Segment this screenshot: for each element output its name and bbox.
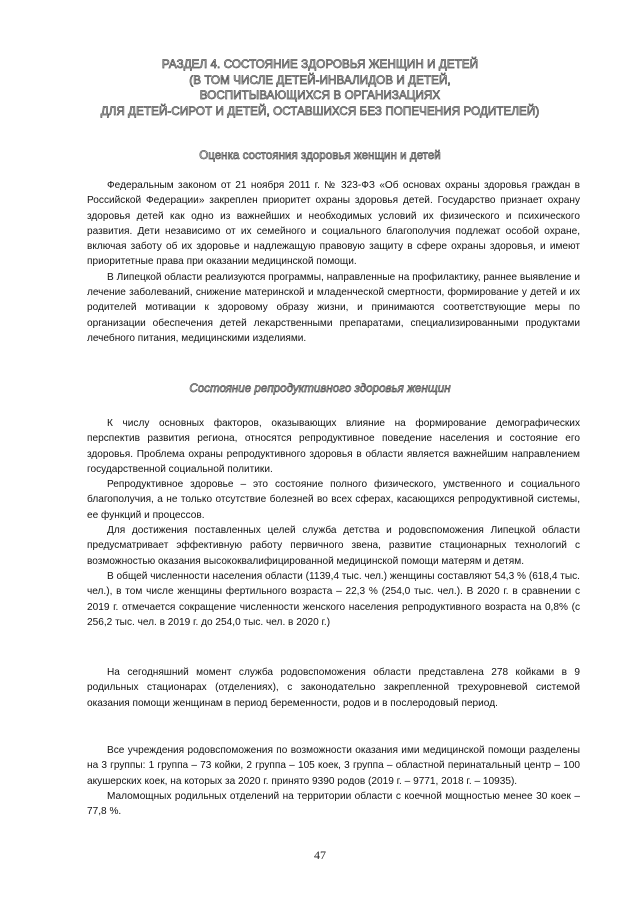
paragraph: Федеральным законом от 21 ноября 2011 г. № 323-ФЗ «Об основах охраны здоровья граждан в Российской Федерации» закреплен приоритет охраны здоровья детей. Государство признает охрану здоровья детей как одно из важнейших и необходимых условий их физического и психического развития. Дети независимо от их семейного и социального благополучия подлежат особой охране, включая заботу об их здоровье и надлежащую правовую защиту в сфере охраны здоровья, и имеют приоритетные права при оказании медицинской помощи.	[87, 180, 580, 268]
paragraph: На сегодняшний момент служба родовспоможения области представлена 278 койками в 9 родильных стационарах (отделениях), с законодательно закрепленной трехуровневой системой оказания помощи женщинам в период беременности, родов и в послеродовый период.	[87, 667, 580, 709]
text-block	[87, 665, 580, 711]
heading-line: ВОСПИТЫВАЮЩИХСЯ В ОРГАНИЗАЦИЯХ	[199, 89, 441, 102]
text-block	[87, 743, 580, 819]
paragraph: В общей численности населения области (1139,4 тыс. чел.) женщины составляют 54,3 % (618,4 тыс. чел.), в том числе женщины фертильного возраста – 22,3 % (254,0 тыс. чел.). В 2020 г. в сравнении с 2019 г. отмечается сокращение численности женского населения репродуктивного возраста на 0,8% (с 256,2 тыс. чел. в 2019 г. до 254,0 тыс. чел. в 2020 г.)	[87, 570, 580, 628]
paragraph: Маломощных родильных отделений на территории области с коечной мощностью менее 30 коек – 77,8 %.	[87, 790, 580, 818]
paragraph: В Липецкой области реализуются программы, направленные на профилактику, раннее выявление и лечение заболеваний, снижение материнской и младенческой смертности, формирование у детей и их родителей мотивации к здоровому образу жизни, и принимаются соответствующие меры по организации обеспечения детей лекарственными препаратами, специализированными продуктами лечебного питания, медицинскими изделиями.	[87, 271, 580, 344]
subheading-health-assessment: Оценка состояния здоровья женщин и детей	[199, 149, 441, 162]
paragraph: Репродуктивное здоровье – это состояние полного физического, умственного и социального благополучия, а не только отсутствие болезней во всех сферах, касающихся репродуктивной системы, ее функций и процессов.	[87, 479, 580, 521]
page-number: 47	[314, 848, 326, 862]
section-heading	[60, 57, 580, 119]
paragraph: Для достижения поставленных целей служба детства и родовспоможения Липецкой области предусматривает эффективную работу первичного звена, развитие стационарных технологий с возможностью оказания высококвалифицированной медицинской помощи матерям и детям.	[87, 525, 580, 567]
paragraph: К числу основных факторов, оказывающих влияние на формирование демографических перспектив развития региона, относятся репродуктивное поведение населения и состояние его здоровья. Проблема охраны репродуктивного здоровья в области является важнейшим направлением государственной социальной политики.	[87, 418, 580, 475]
paragraph: Все учреждения родовспоможения по возможности оказания ими медицинской помощи разделены на 3 группы: 1 группа – 73 койки, 2 группа – 105 коек, 3 группа – областной перинатальный центр – 100 акушерских коек, на которых за 2020 г. принято 9390 родов (2019 г. – 9771, 2018 г. – 10935).	[87, 745, 580, 787]
heading-line: ДЛЯ ДЕТЕЙ-СИРОТ И ДЕТЕЙ, ОСТАВШИХСЯ БЕЗ ПОПЕЧЕНИЯ РОДИТЕЛЕЙ)	[100, 104, 540, 118]
heading-line: РАЗДЕЛ 4. СОСТОЯНИЕ ЗДОРОВЬЯ ЖЕНЩИН И ДЕТЕЙ	[161, 58, 479, 71]
text-block	[87, 178, 580, 346]
subheading-reproductive-health: Состояние репродуктивного здоровья женщин	[189, 382, 451, 395]
heading-line: (В ТОМ ЧИСЛЕ ДЕТЕЙ-ИНВАЛИДОВ И ДЕТЕЙ,	[189, 73, 451, 87]
text-block	[87, 416, 580, 630]
